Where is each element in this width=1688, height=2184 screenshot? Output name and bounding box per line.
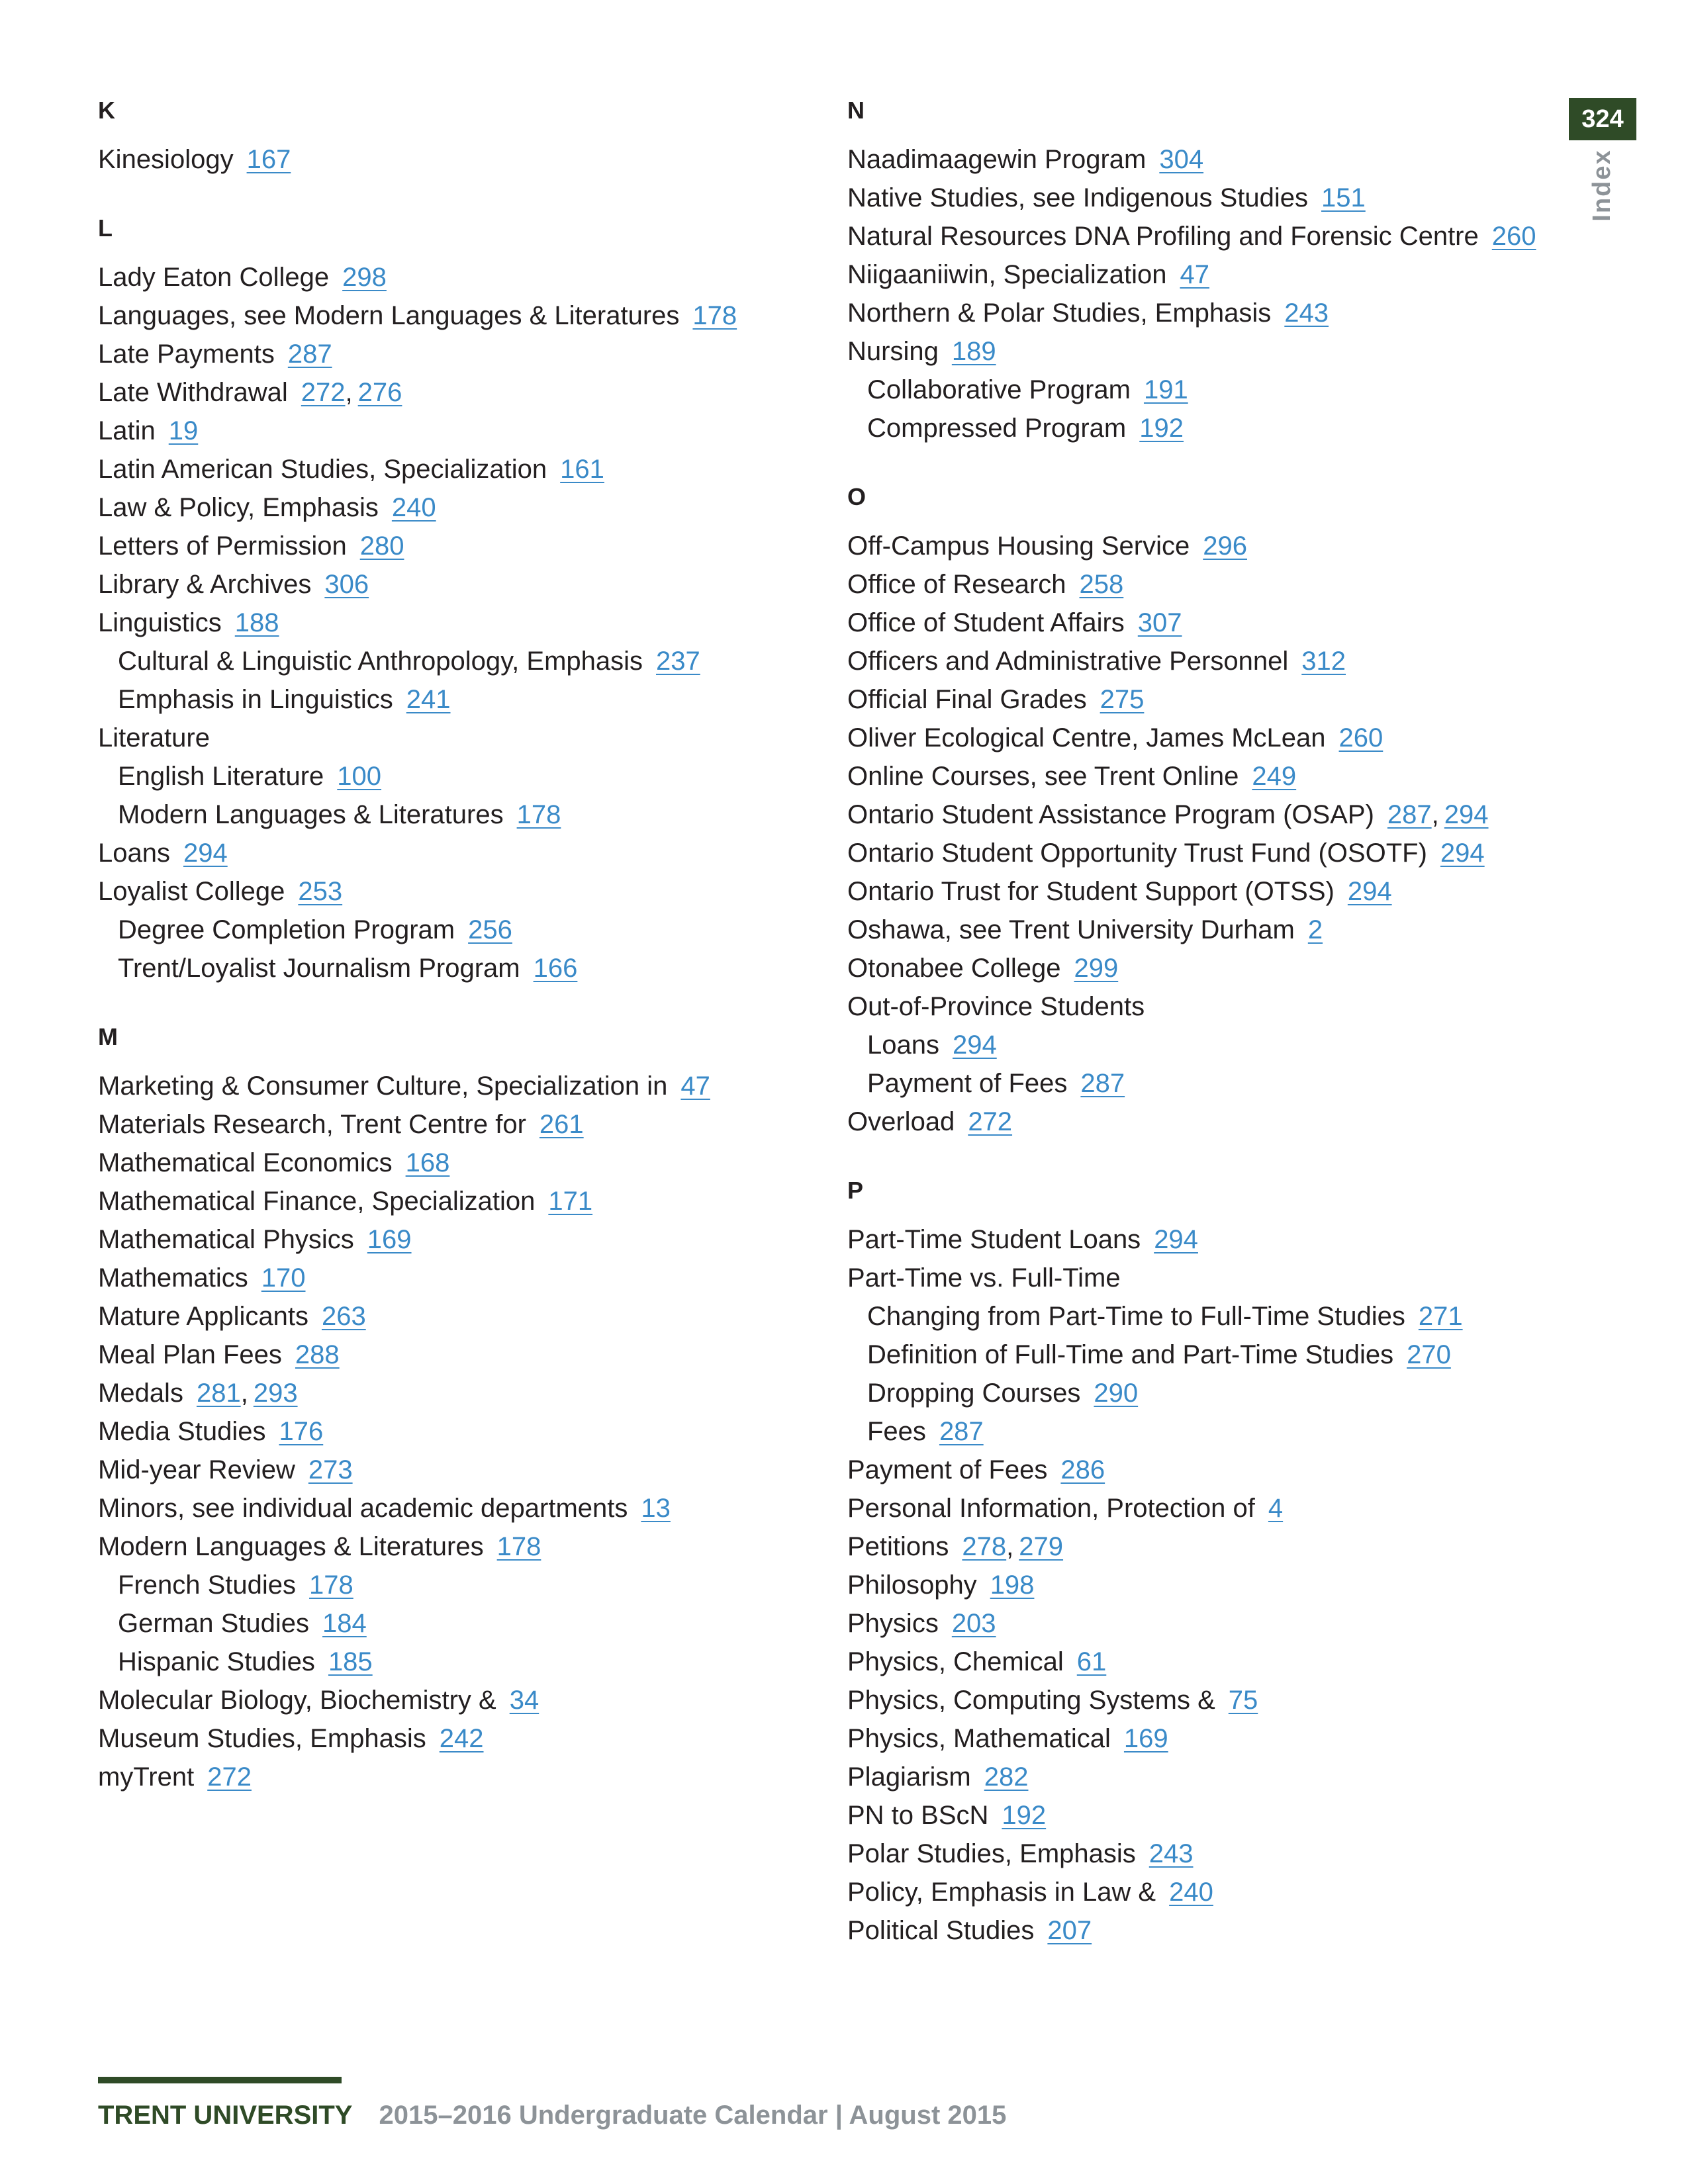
section-letter-heading: K bbox=[98, 97, 115, 124]
entry-label: Linguistics bbox=[98, 608, 222, 637]
index-entry-latin-american-studies-specialization bbox=[98, 450, 813, 488]
section-tab-index[interactable]: Index bbox=[1587, 149, 1616, 222]
entry-label: Literature bbox=[98, 723, 210, 752]
index-entry-mathematical-finance-specialization bbox=[98, 1182, 813, 1220]
page-link[interactable]: 276 bbox=[357, 378, 402, 407]
page-link[interactable]: 178 bbox=[692, 301, 737, 330]
entry-label: Niigaaniiwin, Specialization bbox=[847, 260, 1167, 289]
index-entry-otonabee-college bbox=[847, 949, 1549, 987]
entry-label: Policy, Emphasis in Law & bbox=[847, 1878, 1156, 1907]
section-letter-heading: N bbox=[847, 97, 865, 124]
index-entry-native-studies-see-indigenous-studies bbox=[847, 179, 1549, 217]
index-entry-online-courses-see-trent-online bbox=[847, 757, 1549, 796]
footer-rule bbox=[98, 2077, 342, 2083]
page-number-badge: 324 bbox=[1569, 98, 1636, 140]
page-link[interactable]: 19 bbox=[168, 416, 199, 445]
entry-label: Media Studies bbox=[98, 1417, 266, 1446]
entry-label: Out-of-Province Students bbox=[847, 992, 1145, 1021]
page-link[interactable]: 184 bbox=[322, 1609, 367, 1638]
page-link[interactable]: 192 bbox=[1002, 1801, 1047, 1830]
entry-label: Modern Languages & Literatures bbox=[118, 800, 504, 829]
entry-label: Payment of Fees bbox=[847, 1455, 1048, 1484]
entry-label: Late Payments bbox=[98, 340, 275, 369]
index-entry-officers-and-administrative-personnel bbox=[847, 642, 1549, 680]
page-link[interactable]: 198 bbox=[990, 1570, 1035, 1600]
index-entry-ontario-student-opportunity-trust-fund-osotf bbox=[847, 834, 1549, 872]
entry-label: Collaborative Program bbox=[867, 375, 1131, 404]
page-link[interactable]: 280 bbox=[359, 531, 404, 561]
index-entry-physics bbox=[847, 1604, 1549, 1643]
index-entry-media-studies bbox=[98, 1412, 813, 1451]
entry-label: Hispanic Studies bbox=[118, 1647, 315, 1676]
index-entry-pn-to-bscn bbox=[847, 1796, 1549, 1835]
entry-label: Loyalist College bbox=[98, 877, 285, 906]
entry-label: Official Final Grades bbox=[847, 685, 1087, 714]
section-letter-heading: P bbox=[847, 1177, 864, 1204]
page-link[interactable]: 270 bbox=[1407, 1340, 1451, 1369]
page-link[interactable]: 188 bbox=[234, 608, 279, 637]
page-link[interactable]: 240 bbox=[1169, 1878, 1213, 1907]
entry-label: Fees bbox=[867, 1417, 926, 1446]
entry-label: Molecular Biology, Biochemistry & bbox=[98, 1686, 496, 1715]
entry-label: Mathematics bbox=[98, 1263, 248, 1293]
index-entry-oshawa-see-trent-university-durham bbox=[847, 911, 1549, 949]
index-subentry-hispanic-studies bbox=[98, 1643, 813, 1681]
page-link[interactable]: 249 bbox=[1252, 762, 1297, 791]
page-separator: , bbox=[1006, 1532, 1014, 1561]
index-entry-latin bbox=[98, 412, 813, 450]
index-subentry-fees bbox=[847, 1412, 1549, 1451]
index-entry-ontario-trust-for-student-support-otss bbox=[847, 872, 1549, 911]
page-link[interactable]: 171 bbox=[548, 1187, 593, 1216]
entry-label: Meal Plan Fees bbox=[98, 1340, 282, 1369]
index-subentry-definition-of-full-time-and-part-time-studies bbox=[847, 1336, 1549, 1374]
index-entry-loyalist-college bbox=[98, 872, 813, 911]
page-link[interactable]: 273 bbox=[308, 1455, 353, 1484]
entry-label: Ontario Trust for Student Support (OTSS) bbox=[847, 877, 1335, 906]
entry-label: Part-Time vs. Full-Time bbox=[847, 1263, 1121, 1293]
page-link[interactable]: 294 bbox=[1154, 1225, 1198, 1254]
page-link[interactable]: 256 bbox=[468, 915, 512, 944]
entry-label: Latin bbox=[98, 416, 156, 445]
index-entry-mid-year-review bbox=[98, 1451, 813, 1489]
index-entry-mathematical-economics bbox=[98, 1144, 813, 1182]
index-entry-oliver-ecological-centre-james-mclean bbox=[847, 719, 1549, 757]
index-entry-part-time-student-loans bbox=[847, 1220, 1549, 1259]
page-link[interactable]: 293 bbox=[253, 1379, 298, 1408]
index-entry-physics-chemical bbox=[847, 1643, 1549, 1681]
page-link[interactable]: 161 bbox=[560, 455, 604, 484]
index-entry-letters-of-permission bbox=[98, 527, 813, 565]
index-entry-policy-emphasis-in-law-and bbox=[847, 1873, 1549, 1911]
page-link[interactable]: 287 bbox=[939, 1417, 984, 1446]
page-link[interactable]: 294 bbox=[183, 839, 228, 868]
page-link[interactable]: 279 bbox=[1019, 1532, 1064, 1561]
index-entry-kinesiology bbox=[98, 140, 813, 179]
entry-label: Polar Studies, Emphasis bbox=[847, 1839, 1136, 1868]
page-link[interactable]: 261 bbox=[539, 1110, 584, 1139]
page-link[interactable]: 61 bbox=[1076, 1647, 1107, 1676]
page-link[interactable]: 100 bbox=[337, 762, 382, 791]
index-entry-physics-mathematical bbox=[847, 1719, 1549, 1758]
index-entry-niigaaniiwin-specialization bbox=[847, 255, 1549, 294]
page-link[interactable]: 253 bbox=[298, 877, 343, 906]
entry-label: myTrent bbox=[98, 1762, 195, 1792]
page-link[interactable]: 47 bbox=[1180, 260, 1209, 289]
page-link[interactable]: 241 bbox=[406, 685, 451, 714]
index-entry-part-time-vs-full-time bbox=[847, 1259, 1549, 1297]
page-link[interactable]: 178 bbox=[496, 1532, 541, 1561]
page-link[interactable]: 178 bbox=[309, 1570, 353, 1600]
index-subentry-french-studies bbox=[98, 1566, 813, 1604]
index-subentry-modern-languages-and-literatures bbox=[98, 796, 813, 834]
entry-label: Lady Eaton College bbox=[98, 263, 330, 292]
page-link[interactable]: 170 bbox=[261, 1263, 306, 1293]
index-entry-natural-resources-dna-profiling-and-forensic-centre bbox=[847, 217, 1549, 255]
index-subentry-cultural-and-linguistic-anthropology-emphasis bbox=[98, 642, 813, 680]
page-link[interactable]: 288 bbox=[295, 1340, 340, 1369]
entry-label: English Literature bbox=[118, 762, 324, 791]
entry-label: Dropping Courses bbox=[867, 1379, 1081, 1408]
entry-label: Letters of Permission bbox=[98, 531, 347, 561]
page-link[interactable]: 207 bbox=[1047, 1916, 1092, 1945]
page-link[interactable]: 290 bbox=[1094, 1379, 1139, 1408]
page-link[interactable]: 203 bbox=[951, 1609, 996, 1638]
entry-label: Definition of Full-Time and Part-Time Studies bbox=[867, 1340, 1394, 1369]
entry-label: Trent/Loyalist Journalism Program bbox=[118, 954, 520, 983]
page-link[interactable]: 307 bbox=[1137, 608, 1182, 637]
page-link[interactable]: 272 bbox=[968, 1107, 1013, 1136]
index-entry-personal-information-protection-of bbox=[847, 1489, 1549, 1527]
entry-label: Loans bbox=[867, 1030, 939, 1060]
index-entry-languages-see-modern-languages-and-literatures bbox=[98, 296, 813, 335]
index-subentry-dropping-courses bbox=[847, 1374, 1549, 1412]
index-entry-meal-plan-fees bbox=[98, 1336, 813, 1374]
index-entry-loans bbox=[98, 834, 813, 872]
page-link[interactable]: 166 bbox=[533, 954, 578, 983]
entry-label: German Studies bbox=[118, 1609, 310, 1638]
entry-label: Kinesiology bbox=[98, 145, 234, 174]
entry-label: Compressed Program bbox=[867, 414, 1127, 443]
index-entry-plagiarism bbox=[847, 1758, 1549, 1796]
page-link[interactable]: 287 bbox=[1387, 800, 1432, 829]
index-subentry-degree-completion-program bbox=[98, 911, 813, 949]
page-link[interactable]: 272 bbox=[207, 1762, 252, 1792]
entry-label: French Studies bbox=[118, 1570, 297, 1600]
index-entry-minors-see-individual-academic-departments bbox=[98, 1489, 813, 1527]
page-link[interactable]: 240 bbox=[391, 493, 436, 522]
entry-label: Nursing bbox=[847, 337, 939, 366]
entry-label: Part-Time Student Loans bbox=[847, 1225, 1141, 1254]
index-subentry-collaborative-program bbox=[847, 371, 1549, 409]
index-entry-late-withdrawal bbox=[98, 373, 813, 412]
page-link[interactable]: 169 bbox=[1123, 1724, 1168, 1753]
index-entry-materials-research-trent-centre-for bbox=[98, 1105, 813, 1144]
entry-label: Oshawa, see Trent University Durham bbox=[847, 915, 1295, 944]
index-entry-marketing-and-consumer-culture-specialization-in bbox=[98, 1067, 813, 1105]
index-subentry-changing-from-part-time-to-full-time-studies bbox=[847, 1297, 1549, 1336]
index-entry-literature bbox=[98, 719, 813, 757]
index-subentry-emphasis-in-linguistics bbox=[98, 680, 813, 719]
index-entry-medals bbox=[98, 1374, 813, 1412]
section-letter-heading: M bbox=[98, 1023, 118, 1050]
page-link[interactable]: 271 bbox=[1418, 1302, 1463, 1331]
page-link[interactable]: 168 bbox=[405, 1148, 450, 1177]
page-link[interactable]: 167 bbox=[246, 145, 291, 174]
page-link[interactable]: 281 bbox=[196, 1379, 241, 1408]
page-link[interactable]: 242 bbox=[439, 1724, 484, 1753]
page-link[interactable]: 243 bbox=[1284, 298, 1329, 328]
page-link[interactable]: 282 bbox=[984, 1762, 1029, 1792]
entry-label: Mid-year Review bbox=[98, 1455, 295, 1484]
page-link[interactable]: 294 bbox=[952, 1030, 997, 1060]
index-section-o bbox=[847, 479, 1549, 1141]
entry-label: Ontario Student Assistance Program (OSAP) bbox=[847, 800, 1374, 829]
index-subentry-payment-of-fees bbox=[847, 1064, 1549, 1103]
page-link[interactable]: 294 bbox=[1444, 800, 1489, 829]
page-link[interactable]: 75 bbox=[1228, 1686, 1258, 1715]
page-link[interactable]: 2 bbox=[1307, 915, 1323, 944]
index-subentry-trent-loyalist-journalism-program bbox=[98, 949, 813, 987]
page-link[interactable]: 189 bbox=[951, 337, 996, 366]
entry-label: Loans bbox=[98, 839, 170, 868]
page-link[interactable]: 4 bbox=[1268, 1494, 1284, 1523]
page-link[interactable]: 47 bbox=[680, 1071, 710, 1101]
page-link[interactable]: 13 bbox=[641, 1494, 671, 1523]
index-entry-naadimaagewin-program bbox=[847, 140, 1549, 179]
index-entry-overload bbox=[847, 1103, 1549, 1141]
entry-label: PN to BScN bbox=[847, 1801, 989, 1830]
page-link[interactable]: 192 bbox=[1139, 414, 1184, 443]
index-entry-official-final-grades bbox=[847, 680, 1549, 719]
page-link[interactable]: 258 bbox=[1079, 570, 1124, 599]
entry-label: Physics, Mathematical bbox=[847, 1724, 1111, 1753]
entry-label: Office of Student Affairs bbox=[847, 608, 1125, 637]
entry-label: Otonabee College bbox=[847, 954, 1061, 983]
page-link[interactable]: 299 bbox=[1074, 954, 1119, 983]
index-entry-out-of-province-students bbox=[847, 987, 1549, 1026]
entry-label: Cultural & Linguistic Anthropology, Emphasis bbox=[118, 647, 643, 676]
index-entry-northern-and-polar-studies-emphasis bbox=[847, 294, 1549, 332]
index-entry-office-of-research bbox=[847, 565, 1549, 604]
entry-label: Late Withdrawal bbox=[98, 378, 288, 407]
page-link[interactable]: 34 bbox=[509, 1686, 539, 1715]
entry-label: Mathematical Finance, Specialization bbox=[98, 1187, 536, 1216]
index-column-left bbox=[98, 93, 813, 1828]
index-subentry-compressed-program bbox=[847, 409, 1549, 447]
entry-label: Overload bbox=[847, 1107, 955, 1136]
index-entry-library-and-archives bbox=[98, 565, 813, 604]
index-entry-off-campus-housing-service bbox=[847, 527, 1549, 565]
entry-label: Office of Research bbox=[847, 570, 1066, 599]
page-link[interactable]: 176 bbox=[279, 1417, 324, 1446]
entry-label: Mathematical Physics bbox=[98, 1225, 354, 1254]
entry-label: Mathematical Economics bbox=[98, 1148, 393, 1177]
page-link[interactable]: 278 bbox=[962, 1532, 1007, 1561]
section-letter-heading: L bbox=[98, 214, 113, 242]
page-link[interactable]: 304 bbox=[1159, 145, 1204, 174]
page-link[interactable]: 178 bbox=[516, 800, 561, 829]
entry-label: Naadimaagewin Program bbox=[847, 145, 1147, 174]
page-link[interactable]: 294 bbox=[1440, 839, 1485, 868]
entry-label: Native Studies, see Indigenous Studies bbox=[847, 183, 1308, 212]
page-link[interactable]: 243 bbox=[1149, 1839, 1194, 1868]
entry-label: Law & Policy, Emphasis bbox=[98, 493, 379, 522]
index-entry-molecular-biology-biochemistry-and bbox=[98, 1681, 813, 1719]
index-subentry-german-studies bbox=[98, 1604, 813, 1643]
page-separator: , bbox=[240, 1379, 248, 1408]
page-link[interactable]: 294 bbox=[1347, 877, 1392, 906]
index-entry-linguistics bbox=[98, 604, 813, 642]
entry-label: Museum Studies, Emphasis bbox=[98, 1724, 426, 1753]
page-link[interactable]: 260 bbox=[1338, 723, 1383, 752]
page-link[interactable]: 298 bbox=[342, 263, 387, 292]
entry-label: Petitions bbox=[847, 1532, 949, 1561]
entry-label: Physics, Computing Systems & bbox=[847, 1686, 1215, 1715]
index-entry-polar-studies-emphasis bbox=[847, 1835, 1549, 1873]
entry-label: Mature Applicants bbox=[98, 1302, 308, 1331]
index-entry-physics-computing-systems-and bbox=[847, 1681, 1549, 1719]
page-link[interactable]: 296 bbox=[1203, 531, 1247, 561]
index-entry-philosophy bbox=[847, 1566, 1549, 1604]
index-section-l bbox=[98, 210, 813, 987]
entry-label: Ontario Student Opportunity Trust Fund (OSOTF) bbox=[847, 839, 1427, 868]
entry-label: Latin American Studies, Specialization bbox=[98, 455, 547, 484]
index-entry-late-payments bbox=[98, 335, 813, 373]
entry-label: Physics, Chemical bbox=[847, 1647, 1064, 1676]
index-entry-political-studies bbox=[847, 1911, 1549, 1950]
page-link[interactable]: 287 bbox=[287, 340, 332, 369]
entry-label: Physics bbox=[847, 1609, 939, 1638]
entry-label: Personal Information, Protection of bbox=[847, 1494, 1255, 1523]
page-link[interactable]: 237 bbox=[656, 647, 700, 676]
entry-label: Political Studies bbox=[847, 1916, 1035, 1945]
entry-label: Languages, see Modern Languages & Literatures bbox=[98, 301, 680, 330]
entry-label: Minors, see individual academic departments bbox=[98, 1494, 628, 1523]
index-subentry-loans bbox=[847, 1026, 1549, 1064]
page-link[interactable]: 151 bbox=[1321, 183, 1366, 212]
entry-label: Materials Research, Trent Centre for bbox=[98, 1110, 526, 1139]
page-link[interactable]: 287 bbox=[1080, 1069, 1125, 1098]
entry-label: Officers and Administrative Personnel bbox=[847, 647, 1289, 676]
index-entry-office-of-student-affairs bbox=[847, 604, 1549, 642]
entry-label: Philosophy bbox=[847, 1570, 977, 1600]
entry-label: Library & Archives bbox=[98, 570, 312, 599]
footer-university: TRENT UNIVERSITY bbox=[98, 2101, 353, 2130]
page-link[interactable]: 306 bbox=[324, 570, 369, 599]
page-link[interactable]: 286 bbox=[1060, 1455, 1105, 1484]
entry-label: Natural Resources DNA Profiling and Forensic Centre bbox=[847, 222, 1479, 251]
page-link[interactable]: 260 bbox=[1491, 222, 1536, 251]
index-entry-lady-eaton-college bbox=[98, 258, 813, 296]
entry-label: Marketing & Consumer Culture, Specialization in bbox=[98, 1071, 668, 1101]
index-entry-mathematical-physics bbox=[98, 1220, 813, 1259]
entry-label: Oliver Ecological Centre, James McLean bbox=[847, 723, 1326, 752]
footer-calendar: 2015–2016 Undergraduate Calendar | August 2015 bbox=[379, 2101, 1007, 2130]
page-link[interactable]: 263 bbox=[321, 1302, 366, 1331]
index-section-m bbox=[98, 1019, 813, 1796]
index-entry-ontario-student-assistance-program-osap bbox=[847, 796, 1549, 834]
index-entry-law-and-policy-emphasis bbox=[98, 488, 813, 527]
page-link[interactable]: 191 bbox=[1143, 375, 1188, 404]
index-entry-modern-languages-and-literatures bbox=[98, 1527, 813, 1566]
index-entry-petitions bbox=[847, 1527, 1549, 1566]
index-entry-mytrent bbox=[98, 1758, 813, 1796]
page-link[interactable]: 169 bbox=[367, 1225, 412, 1254]
index-section-k bbox=[98, 93, 813, 179]
index-section-p bbox=[847, 1173, 1549, 1950]
page-link[interactable]: 275 bbox=[1100, 685, 1145, 714]
index-column-right bbox=[847, 93, 1549, 1981]
index-subentry-english-literature bbox=[98, 757, 813, 796]
entry-label: Northern & Polar Studies, Emphasis bbox=[847, 298, 1272, 328]
index-entry-museum-studies-emphasis bbox=[98, 1719, 813, 1758]
entry-label: Online Courses, see Trent Online bbox=[847, 762, 1239, 791]
entry-label: Modern Languages & Literatures bbox=[98, 1532, 484, 1561]
index-entry-nursing bbox=[847, 332, 1549, 371]
page-link[interactable]: 185 bbox=[328, 1647, 373, 1676]
entry-label: Payment of Fees bbox=[867, 1069, 1068, 1098]
entry-label: Degree Completion Program bbox=[118, 915, 455, 944]
index-entry-mature-applicants bbox=[98, 1297, 813, 1336]
index-entry-payment-of-fees bbox=[847, 1451, 1549, 1489]
entry-label: Medals bbox=[98, 1379, 183, 1408]
index-section-n bbox=[847, 93, 1549, 447]
page-link[interactable]: 272 bbox=[301, 378, 346, 407]
section-letter-heading: O bbox=[847, 483, 867, 510]
entry-label: Off-Campus Housing Service bbox=[847, 531, 1190, 561]
page-separator: , bbox=[345, 378, 353, 407]
entry-label: Changing from Part-Time to Full-Time Studies bbox=[867, 1302, 1405, 1331]
index-entry-mathematics bbox=[98, 1259, 813, 1297]
entry-label: Plagiarism bbox=[847, 1762, 971, 1792]
page-link[interactable]: 312 bbox=[1301, 647, 1346, 676]
page-separator: , bbox=[1431, 800, 1439, 829]
footer bbox=[98, 2095, 1006, 2135]
entry-label: Emphasis in Linguistics bbox=[118, 685, 393, 714]
